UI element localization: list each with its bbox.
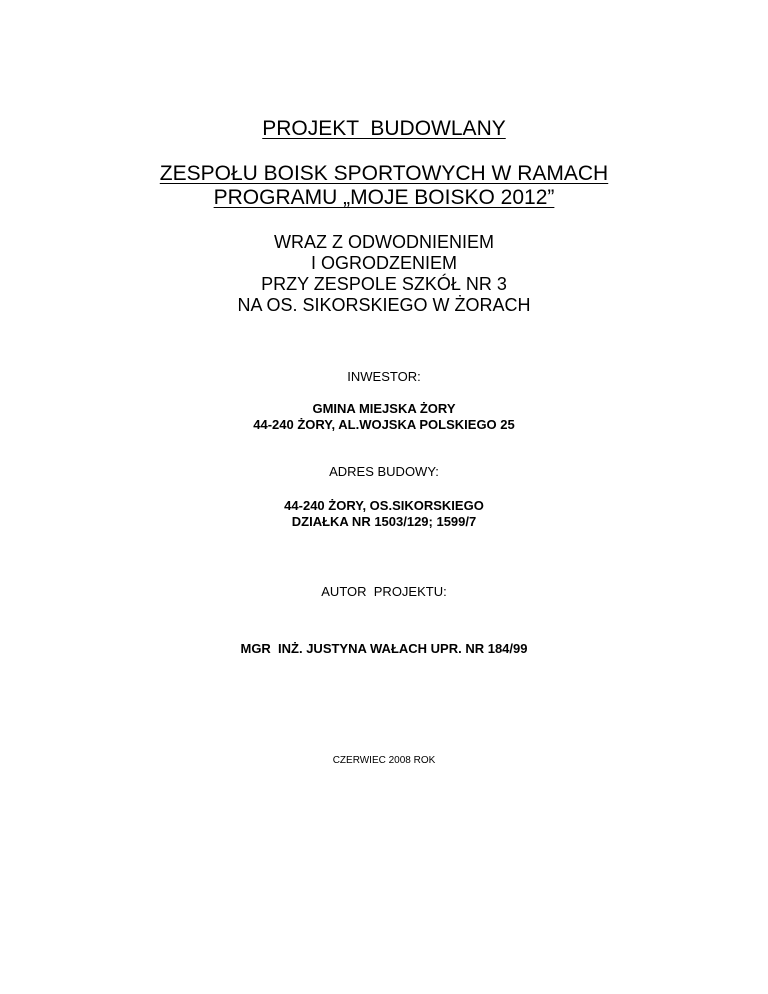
investor-label: INWESTOR: <box>347 369 421 384</box>
document-date: CZERWIEC 2008 ROK <box>332 755 436 766</box>
project-title-line-1: PROJEKT BUDOWLANY <box>262 117 506 140</box>
investor-address: 44-240 ŻORY, AL.WOJSKA POLSKIEGO 25 <box>253 417 515 432</box>
project-title-line-2: ZESPOŁU BOISK SPORTOWYCH W RAMACH <box>159 162 609 185</box>
project-subtitle-line-1: WRAZ Z ODWODNIENIEM <box>274 232 494 252</box>
site-address-label: ADRES BUDOWY: <box>329 464 439 479</box>
project-subtitle-line-4: NA OS. SIKORSKIEGO W ŻORACH <box>237 295 531 315</box>
investor-name: GMINA MIEJSKA ŻORY <box>312 401 456 416</box>
site-address: 44-240 ŻORY, OS.SIKORSKIEGO <box>284 498 484 513</box>
project-subtitle-line-3: PRZY ZESPOLE SZKÓŁ NR 3 <box>261 274 507 294</box>
project-title-line-3: PROGRAMU „MOJE BOISKO 2012” <box>213 186 555 209</box>
author-label: AUTOR PROJEKTU: <box>321 584 447 599</box>
author-name: MGR INŻ. JUSTYNA WAŁACH UPR. NR 184/99 <box>240 641 528 656</box>
project-subtitle-line-2: I OGRODZENIEM <box>310 253 457 273</box>
site-plot-number: DZIAŁKA NR 1503/129; 1599/7 <box>291 514 477 529</box>
